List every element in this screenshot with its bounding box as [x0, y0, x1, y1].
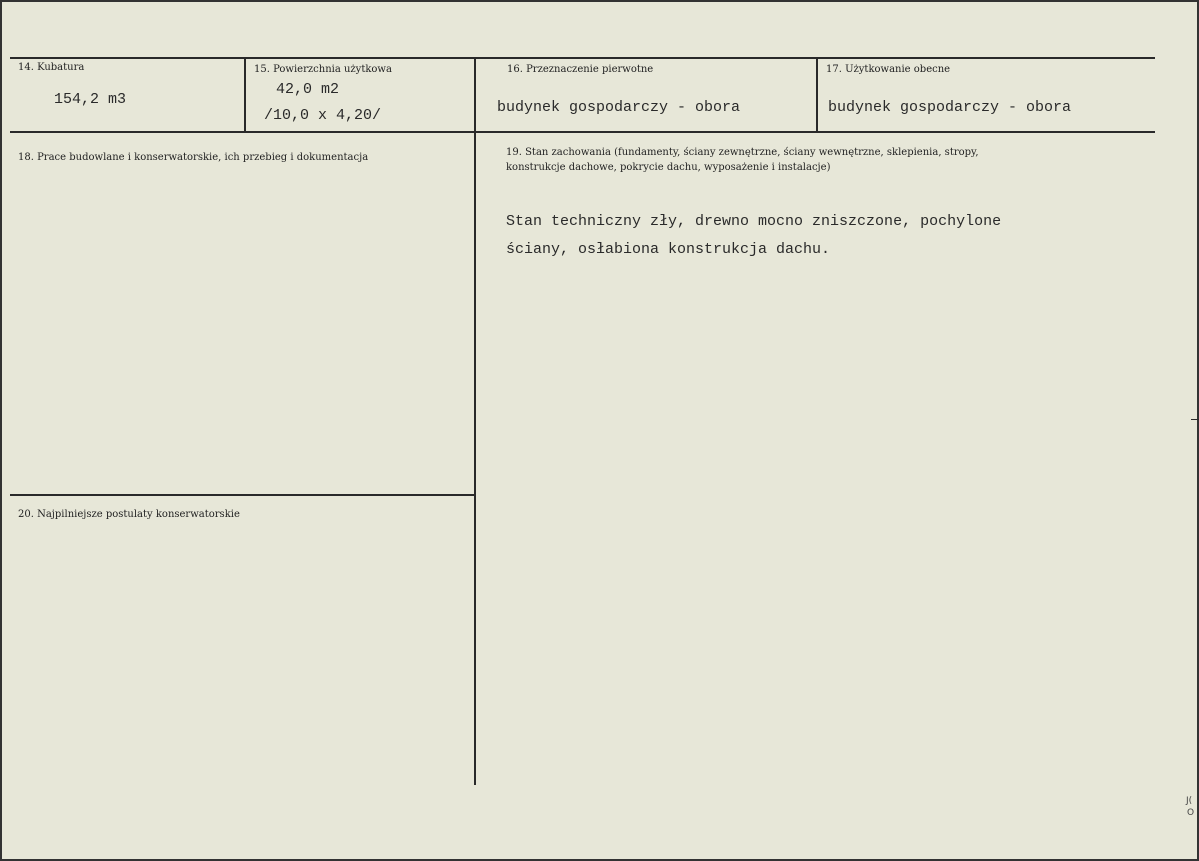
field-17-label: 17. Użytkowanie obecne: [826, 64, 951, 75]
field-16-label: 16. Przeznaczenie pierwotne: [507, 64, 654, 75]
col-divider-14-15: [244, 57, 246, 133]
edge-mark-1: J(: [1186, 796, 1193, 806]
field-14-value: 154,2 m3: [54, 91, 127, 108]
field-15-value-dimensions: /10,0 x 4,20/: [264, 107, 382, 124]
field-18-label: 18. Prace budowlane i konserwatorskie, ich przebieg i dokumentacja: [18, 152, 369, 163]
field-15-value-area: 42,0 m2: [276, 81, 340, 98]
edge-tick: [1191, 419, 1199, 420]
field-14-label: 14. Kubatura: [18, 62, 85, 73]
field-20-label: 20. Najpilniejsze postulaty konserwatorskie: [18, 509, 240, 520]
field-19-label-line2: konstrukcje dachowe, pokrycie dachu, wyposażenie i instalacje): [506, 162, 831, 173]
edge-mark-2: O: [1187, 808, 1195, 818]
field-15-label: 15. Powierzchnia użytkowa: [254, 64, 392, 75]
field-17-value: budynek gospodarczy - obora: [828, 99, 1072, 116]
row-18-20-rule: [10, 494, 476, 496]
field-16-value: budynek gospodarczy - obora: [497, 99, 741, 116]
field-19-value-line2: ściany, osłabiona konstrukcja dachu.: [506, 241, 831, 258]
col-divider-16-17: [816, 57, 818, 133]
field-19-value-line1: Stan techniczny zły, drewno mocno zniszczone, pochylone: [506, 213, 1002, 230]
col-divider-main: [474, 57, 476, 785]
card-border-left: [0, 0, 2, 861]
field-19-label-line1: 19. Stan zachowania (fundamenty, ściany zewnętrzne, ściany wewnętrzne, sklepienia, stropy,: [506, 147, 979, 158]
row1-top-rule: [10, 57, 1155, 59]
row1-bottom-rule: [10, 131, 1155, 133]
card-border-top: [0, 0, 1199, 2]
